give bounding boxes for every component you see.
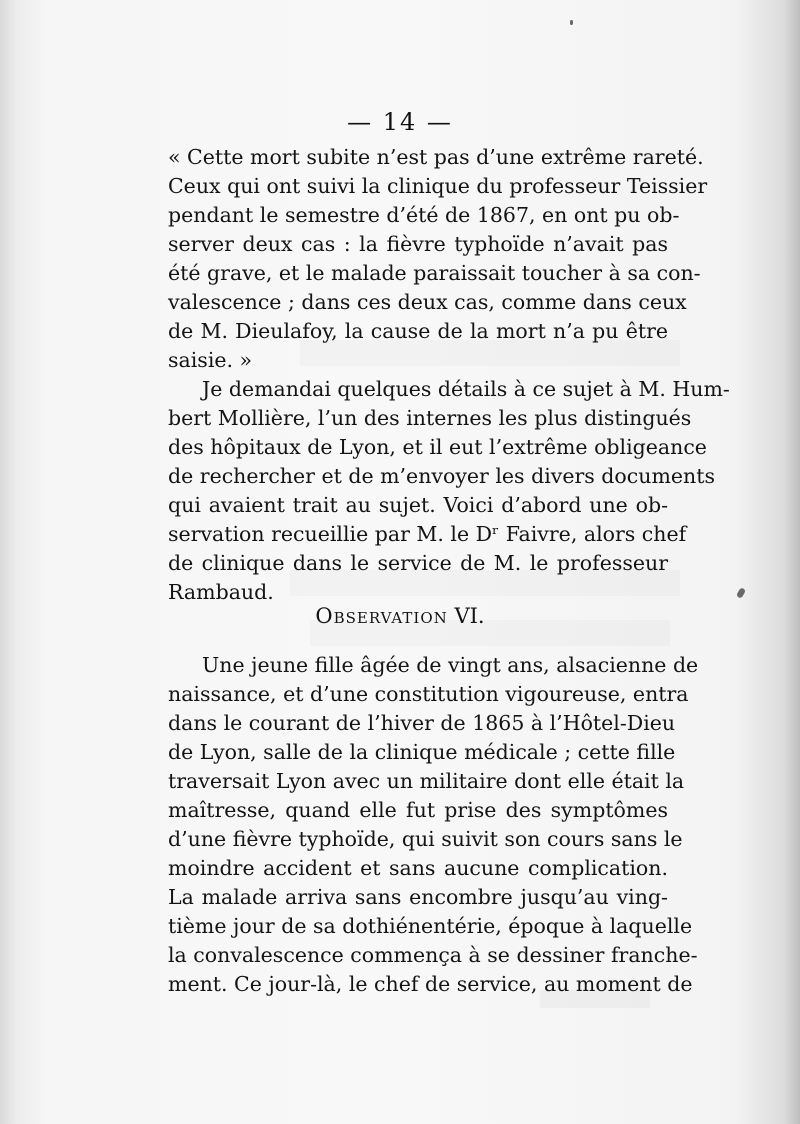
text-line: moindre accident et sans aucune complication. <box>168 856 668 880</box>
text-line: des hôpitaux de Lyon, et il eut l’extrême obligeance <box>168 435 707 459</box>
text-line: bert Mollière, l’un des internes les plus distingués <box>168 406 692 430</box>
text-line: d’une fièvre typhoïde, qui suivit son cours sans le <box>168 827 683 851</box>
text-line: pendant le semestre d’été de 1867, en ont pu ob- <box>168 203 680 227</box>
text-line: de Lyon, salle de la clinique médicale ; cette fille <box>168 740 676 764</box>
section-heading <box>0 604 800 628</box>
text-line: ment. Ce jour-là, le chef de service, au moment de <box>168 972 693 996</box>
paper-speck <box>570 20 573 25</box>
heading-label: Observation <box>315 604 448 628</box>
text-line: tième jour de sa dothiénentérie, époque à laquelle <box>168 914 693 938</box>
text-line: la convalescence commença à se dessiner franche- <box>168 943 698 967</box>
text-line: maîtresse, quand elle fut prise des symptômes <box>168 798 668 822</box>
text-line: « Cette mort subite n’est pas d’une extrême rareté. <box>168 145 704 169</box>
text-line: servation recueillie par M. le Dʳ Faivre, alors chef <box>168 522 687 546</box>
text-line: Rambaud. <box>168 580 274 604</box>
text-line: valescence ; dans ces deux cas, comme dans ceux <box>168 290 687 314</box>
text-line: de M. Dieulafoy, la cause de la mort n’a pu être <box>168 319 668 343</box>
text-line: naissance, et d’une constitution vigoureuse, entra <box>168 682 689 706</box>
text-line: dans le courant de l’hiver de 1865 à l’Hôtel-Dieu <box>168 711 676 735</box>
text-line: Une jeune fille âgée de vingt ans, alsacienne de <box>202 653 699 677</box>
text-line: qui avaient trait au sujet. Voici d’abord une ob- <box>168 493 668 517</box>
text-line: été grave, et le malade paraissait toucher à sa con- <box>168 261 701 285</box>
page-number: — 14 — <box>347 108 453 136</box>
text-line: de rechercher et de m’envoyer les divers documents <box>168 464 715 488</box>
text-line: de clinique dans le service de M. le professeur <box>168 551 668 575</box>
heading-numeral: VI. <box>454 604 485 628</box>
text-line: Je demandai quelques détails à ce sujet à M. Hum- <box>202 377 730 401</box>
text-line: Ceux qui ont suivi la clinique du professeur Teissier <box>168 174 708 198</box>
text-line: La malade arriva sans encombre jusqu’au ving- <box>168 885 668 909</box>
text-line: saisie. » <box>168 348 253 372</box>
text-line: traversait Lyon avec un militaire dont elle était la <box>168 769 685 793</box>
text-line: server deux cas : la fièvre typhoïde n’avait pas <box>168 232 668 256</box>
paper-speck <box>736 587 746 599</box>
